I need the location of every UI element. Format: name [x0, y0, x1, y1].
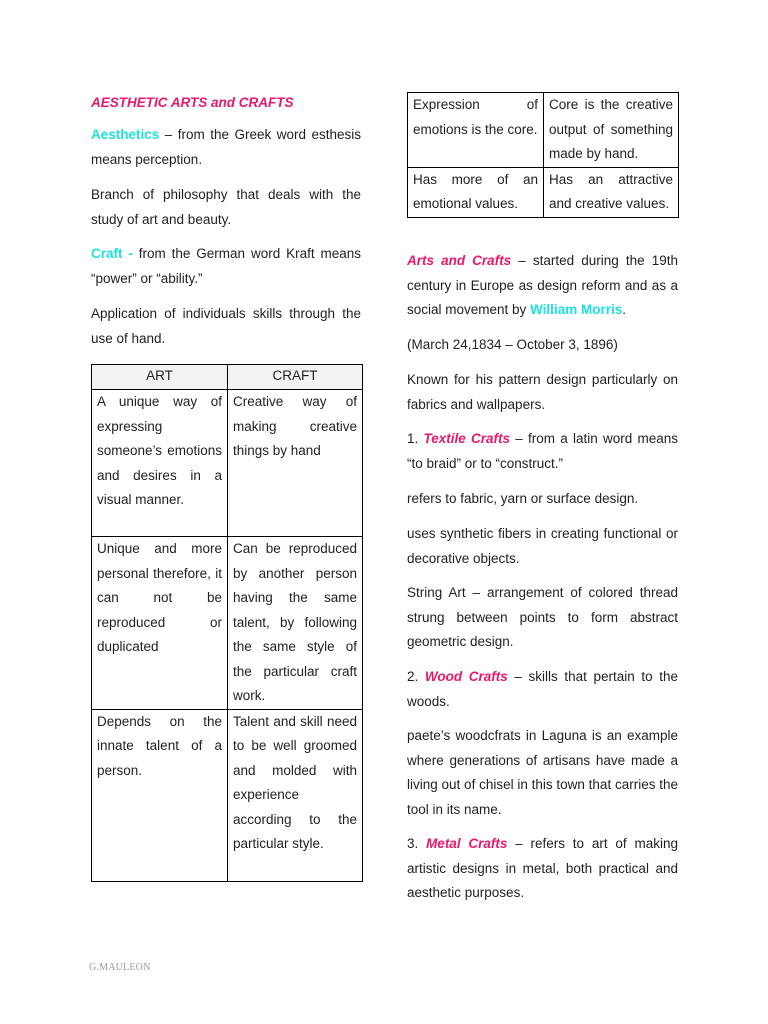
- aesthetics-term: Aesthetics: [91, 127, 160, 142]
- wood-definition: – skills that pertain to the woods.: [407, 669, 678, 709]
- table-header-art: ART: [92, 365, 228, 390]
- table-cell: Has an attractive and creative values.: [544, 167, 679, 217]
- art-craft-table: [91, 364, 363, 882]
- application-paragraph: Application of individuals skills through the use of hand.: [91, 306, 361, 346]
- arts-and-crafts-definition: – started during the 19th century in Europe as design reform and as a social movement by: [407, 253, 678, 317]
- table-row: [92, 390, 363, 537]
- table-cell: Has more of an emotional values.: [408, 167, 544, 217]
- craft-term: Craft -: [91, 246, 139, 261]
- page-title: AESTHETIC ARTS and CRAFTS: [91, 95, 294, 110]
- textile-paragraph: [407, 427, 678, 476]
- metal-term: Metal Crafts: [426, 836, 508, 851]
- comparison-table: [407, 92, 679, 218]
- table-cell: Depends on the innate talent of a person.: [92, 709, 228, 881]
- table-cell: Core is the creative output of something made by hand.: [544, 93, 679, 168]
- craft-paragraph: [91, 242, 361, 291]
- table-row: [92, 537, 363, 710]
- table-cell: Expression of emotions is the core.: [408, 93, 544, 168]
- textile-number: 1.: [407, 431, 424, 446]
- textile-term: Textile Crafts: [423, 431, 511, 446]
- table-row: [92, 709, 363, 881]
- table-cell: A unique way of expressing someone’s emotions and desires in a visual manner.: [92, 390, 228, 537]
- footer-author: G.MAULEON: [89, 962, 151, 973]
- wood-term: Wood Crafts: [424, 669, 508, 684]
- dates-paragraph: (March 24,1834 – October 3, 1896): [407, 337, 618, 352]
- metal-paragraph: [407, 832, 678, 906]
- aesthetics-definition: – from the Greek word esthesis means perception.: [91, 127, 361, 167]
- uses-paragraph: uses synthetic fibers in creating functional or decorative objects.: [407, 526, 678, 566]
- metal-definition: – refers to art of making artistic designs in metal, both practical and aesthetic purposes.: [407, 836, 678, 900]
- table-cell: Can be reproduced by another person having the same talent, by following the same style of the particular craft work.: [228, 537, 363, 710]
- metal-number: 3.: [407, 836, 427, 851]
- aesthetics-paragraph: [91, 123, 361, 172]
- wood-number: 2.: [407, 669, 425, 684]
- textile-definition: – from a latin word means “to braid” or to “construct.”: [407, 431, 678, 471]
- paete-paragraph: paete’s woodcfrats in Laguna is an example where generations of artisans have made a living out of chisel in this town that carries the tool in its name.: [407, 728, 678, 817]
- craft-definition: from the German word Kraft means “power” or “ability.”: [91, 246, 362, 286]
- william-morris-link: William Morris: [530, 302, 623, 317]
- table-row: [408, 167, 679, 217]
- period: .: [622, 302, 626, 317]
- table-row: [408, 93, 679, 168]
- table-cell: Unique and more personal therefore, it can not be reproduced or duplicated: [92, 537, 228, 710]
- table-cell: Talent and skill need to be well groomed and molded with experience according to the particular style.: [228, 709, 363, 881]
- table-header-craft: CRAFT: [228, 365, 363, 390]
- table-header-row: [92, 365, 363, 390]
- known-paragraph: Known for his pattern design particularly on fabrics and wallpapers.: [407, 372, 678, 412]
- wood-paragraph: [407, 665, 678, 714]
- string-art-paragraph: String Art – arrangement of colored thread strung between points to form abstract geometric design.: [407, 585, 678, 649]
- branch-paragraph: Branch of philosophy that deals with the study of art and beauty.: [91, 187, 361, 227]
- arts-and-crafts-term: Arts and Crafts: [407, 253, 512, 268]
- table-cell: Creative way of making creative things by hand: [228, 390, 363, 537]
- refers-paragraph: refers to fabric, yarn or surface design.: [407, 491, 639, 506]
- arts-and-crafts-paragraph: [407, 249, 678, 323]
